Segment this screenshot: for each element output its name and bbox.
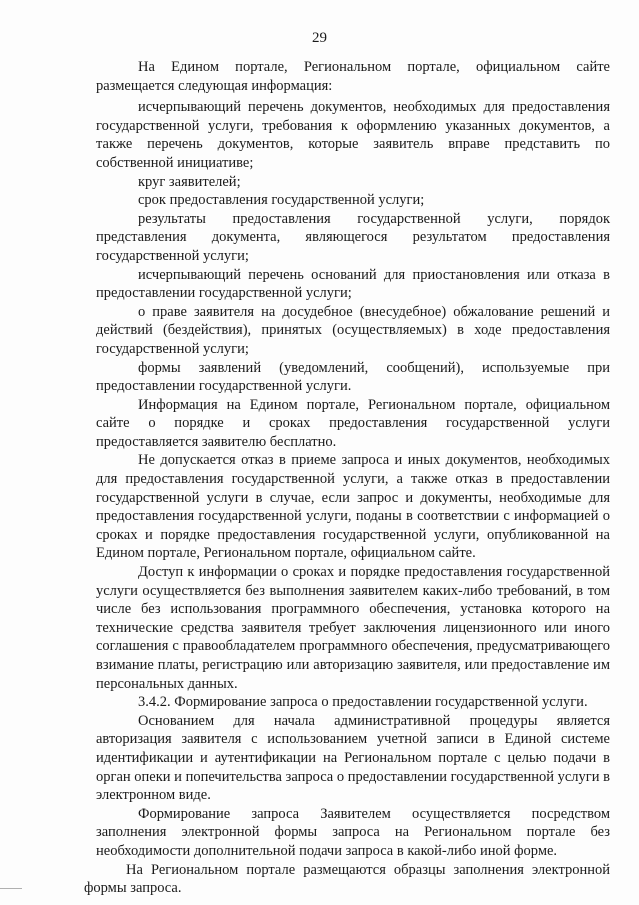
scan-edge-mark xyxy=(0,888,22,889)
paragraph-applicants: круг заявителей; xyxy=(138,173,241,190)
document-body xyxy=(84,58,610,898)
paragraph-results: результаты предоставления государственной услуги, порядок представления документа, являющегося результатом предоставления государственной услуги; xyxy=(96,210,610,264)
paragraph-formation: Формирование запроса Заявителем осуществляется посредством заполнения электронной формы запроса на Региональном портале без необходимости дополнительной подачи запроса в какой-либо иной форме. xyxy=(96,805,610,859)
paragraph-basis: Основанием для начала административной процедуры является авторизация заявителя с использованием учетной записи в Единой системе идентификации и аутентификации на Региональном портале с целью подачи в орган опеки и попечительства запроса о предоставлении государственной услуги в электронном виде. xyxy=(96,712,610,804)
paragraph-refusal-grounds: исчерпывающий перечень оснований для приостановления или отказа в предоставлении государственной услуги; xyxy=(96,266,610,302)
paragraph-documents-list: исчерпывающий перечень документов, необходимых для предоставления государственной услуги, требования к оформлению указанных документов, а также перечень документов, которые заявитель вправе представить по собственной инициативе; xyxy=(96,99,610,171)
paragraph-term: срок предоставления государственной услуги; xyxy=(138,192,425,209)
paragraph-samples: На Региональном портале размещаются образцы заполнения электронной формы запроса. xyxy=(84,861,610,897)
paragraph-forms: формы заявлений (уведомлений, сообщений), используемые при предоставлении государственной услуги. xyxy=(96,359,610,395)
section-heading-3-4-2: 3.4.2. Формирование запроса о предоставлении государственной услуги. xyxy=(138,694,588,711)
paragraph-no-refusal: Не допускается отказ в приеме запроса и иных документов, необходимых для предоставления государственной услуги, а также отказ в предоставлении государственной услуги в случае, если запрос и документы, необходимые для предоставления государственной услуги, поданы в соответствии с информацией о сроках и порядке предоставления государственной услуги, опубликованной на Едином портале, Региональном портале, официальном сайте. xyxy=(96,452,610,562)
paragraph-access: Доступ к информации о сроках и порядке предоставления государственной услуги осуществляется без выполнения заявителем каких-либо требований, в том числе без использования программного обеспечения, установка которого на технические средства заявителя требует заключения лицензионного или иного соглашения с правообладателем программного обеспечения, предусматривающего взимание платы, регистрацию или авторизацию заявителя, или предоставление им персональных данных. xyxy=(96,564,610,692)
paragraph-free-info: Информация на Едином портале, Региональном портале, официальном сайте о порядке и сроках предоставления государственной услуги предоставляется заявителю бесплатно. xyxy=(96,396,610,450)
paragraph-info-placement: На Едином портале, Региональном портале, официальном сайте размещается следующая информация: xyxy=(96,59,610,94)
paragraph-appeal-right: о праве заявителя на досудебное (внесудебное) обжалование решений и действий (бездействия), принятых (осуществляемых) в ходе предоставления государственной услуги; xyxy=(96,303,610,357)
page-number: 29 xyxy=(312,30,327,46)
